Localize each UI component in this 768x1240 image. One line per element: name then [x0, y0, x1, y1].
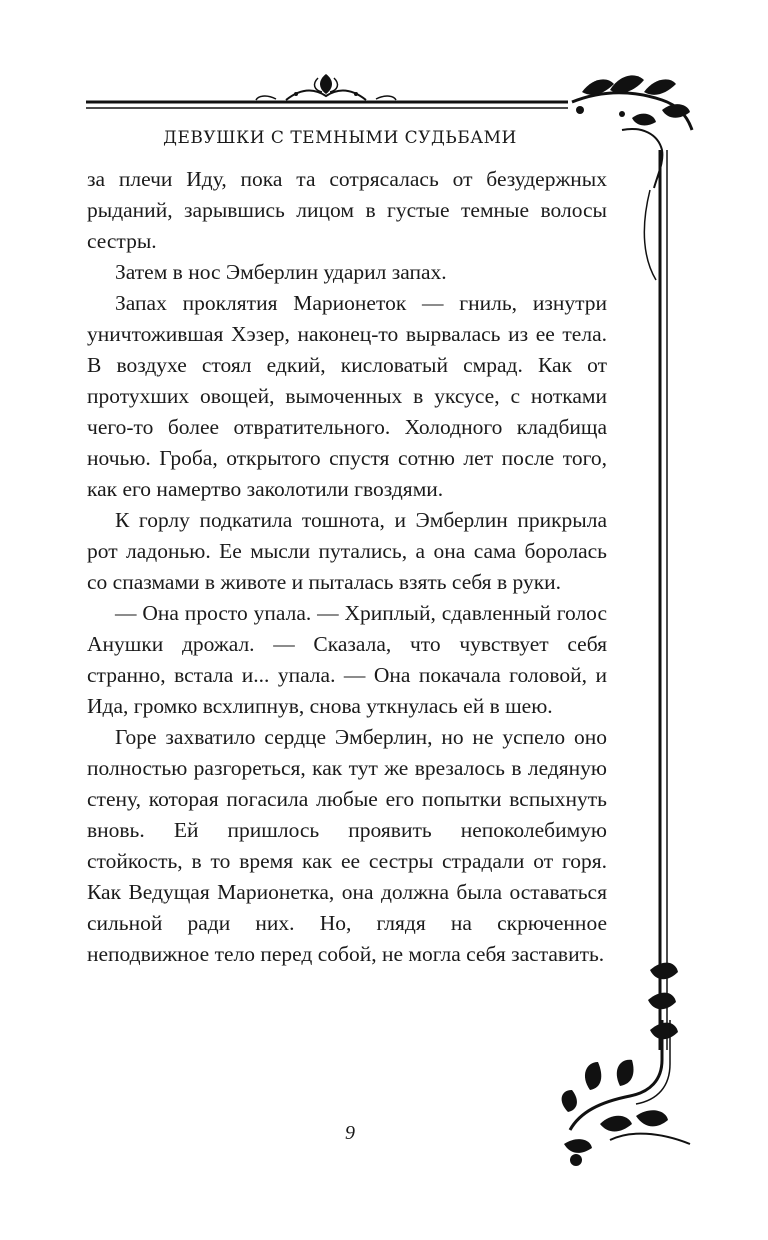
vertical-border-rail — [620, 150, 720, 1050]
paragraph: Запах проклятия Марионеток — гниль, изнутри уничтожившая Хэзер, наконец-то вырвалась из ее тела. В воздухе стоял едкий, кисловатый смрад. Как от протухших овощей, вымоченных в уксусе, с нотками чего-то более отвратительного. Холодного кладбища ночью. Гроба, открытого спустя сотню лет после того, как его намертво заколотили гвоздями. — [87, 291, 607, 501]
paragraph: Затем в нос Эмберлин ударил запах. — [115, 260, 447, 284]
paragraph: К горлу подкатила тошнота, и Эмберлин прикрыла рот ладонью. Ее мысли путались, а она сама боролась со спазмами в животе и пыталась взять себя в руки. — [87, 508, 607, 594]
bottom-corner-leaf-ornament — [550, 1020, 710, 1170]
header-flourish-ornament — [86, 70, 568, 118]
running-head: ДЕВУШКИ С ТЕМНЫМИ СУДЬБАМИ — [163, 128, 517, 148]
paragraph: Горе захватило сердце Эмберлин, но не успело оно полностью разгореться, как тут же врезалось в ледяную стену, которая погасила любые его попытки вспыхнуть вновь. Ей пришлось проявить непоколебимую стойкость, в то время как ее сестры страдали от горя. Как Ведущая Марионетка, она должна была оставаться сильной ради них. Но, глядя на скрюченное неподвижное тело перед собой, не могла себя заставить. — [87, 725, 607, 966]
paragraph-dialogue: — Она просто упала. — Хриплый, сдавленный голос Анушки дрожал. — Сказала, что чувствует себя странно, встала и... упала. — Она покачала головой, и Ида, громко всхлипнув, снова уткнулась ей в шею. — [87, 601, 607, 718]
page-number: 9 — [345, 1122, 355, 1144]
body-text — [87, 164, 607, 970]
paragraph-continuation: за плечи Иду, пока та сотрясалась от безудержных рыданий, зарывшись лицом в густые темные волосы сестры. — [87, 167, 607, 253]
